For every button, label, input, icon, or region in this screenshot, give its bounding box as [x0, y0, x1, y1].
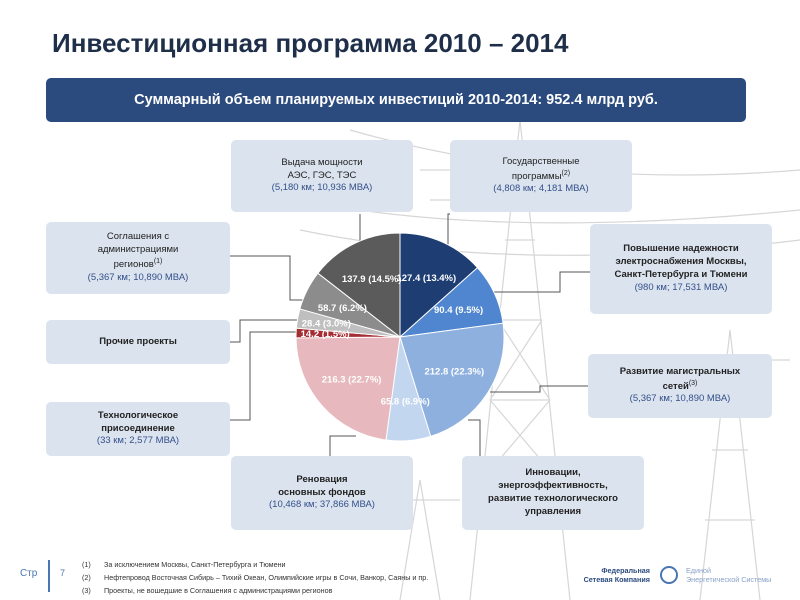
box-state-programs-name: Государственные программы — [502, 155, 580, 182]
footnote-3-num: (3) — [82, 586, 91, 595]
ues-logo-text: Единой Энергетической Системы — [686, 566, 772, 584]
box-trunk-detail: (5,367 км; 10,890 МВА) — [629, 393, 731, 405]
box-agreements-name: Соглашения с администрациями регионов — [97, 231, 179, 271]
box-tech-connection-detail: (33 км; 2,577 МВА) — [96, 435, 180, 447]
box-renovation-name: Реновация основных фондов — [278, 473, 366, 498]
page-divider — [48, 560, 50, 592]
footnote-2-num: (2) — [82, 573, 91, 582]
box-generation-name: Выдача мощности АЭС, ГЭС, ТЭС — [281, 156, 363, 181]
footnote-3-text: Проекты, не вошедшие в Соглашения с администрациями регионов — [104, 586, 333, 595]
box-generation-detail: (5,180 км; 10,936 МВА) — [271, 182, 373, 194]
ues-logo-icon — [660, 566, 678, 584]
box-other-name: Прочие проекты — [99, 335, 177, 347]
box-state-programs-sup: (2) — [561, 169, 571, 177]
footnote-1-num: (1) — [82, 560, 91, 569]
box-reliability-detail: (980 км; 17,531 МВА) — [634, 281, 728, 293]
box-tech-connection-name: Технологическое присоединение — [97, 409, 179, 434]
box-trunk-sup: (3) — [688, 379, 698, 387]
page-label: Стр — [20, 568, 38, 579]
pie-label-6: 14.2 (1.5%) — [300, 329, 350, 341]
box-reliability-name: Повышение надежности электроснабжения Москвы, Санкт-Петербурга и Тюмени — [614, 243, 748, 280]
footnote-2-text: Нефтепровод Восточная Сибирь – Тихий Океан, Олимпийские игры в Сочи, Ванкор, Саяны и пр. — [104, 573, 429, 582]
pie-slice-5 — [296, 337, 400, 440]
pie-label-9: 137.9 (14.5%) — [341, 274, 402, 286]
pie-label-7: 28.4 (3.0%) — [301, 318, 351, 330]
box-trunk-name: Развитие магистральных сетей — [619, 365, 741, 392]
pie-label-2: 90.4 (9.5%) — [434, 305, 484, 317]
summary-banner: Суммарный объем планируемых инвестиций 2010-2014: 952.4 млрд руб. — [46, 78, 746, 122]
pie-label-3: 212.8 (22.3%) — [424, 366, 485, 378]
pie-label-5: 216.3 (22.7%) — [321, 374, 382, 386]
fsk-logo-text: Федеральная Сетевая Компания — [583, 566, 650, 584]
footnote-1-text: За исключением Москвы, Санкт-Петербурга и Тюмени — [104, 560, 286, 569]
page-title: Инвестиционная программа 2010 – 2014 — [52, 28, 569, 58]
box-innovation-name: Инновации, энергоэффективность, развитие технологического управления — [488, 467, 618, 517]
page-number: 7 — [60, 568, 66, 578]
pie-label-4: 65.8 (6.9%) — [380, 396, 430, 408]
pie-label-8: 58.7 (6.2%) — [317, 302, 367, 314]
box-state-programs-detail: (4,808 км; 4,181 МВА) — [493, 183, 589, 195]
box-agreements-sup: (1) — [153, 257, 163, 265]
pie-label-1: 127.4 (13.4%) — [396, 273, 457, 285]
box-renovation-detail: (10,468 км; 37,866 МВА) — [269, 499, 375, 511]
box-agreements-detail: (5,367 км; 10,890 МВА) — [87, 271, 189, 283]
